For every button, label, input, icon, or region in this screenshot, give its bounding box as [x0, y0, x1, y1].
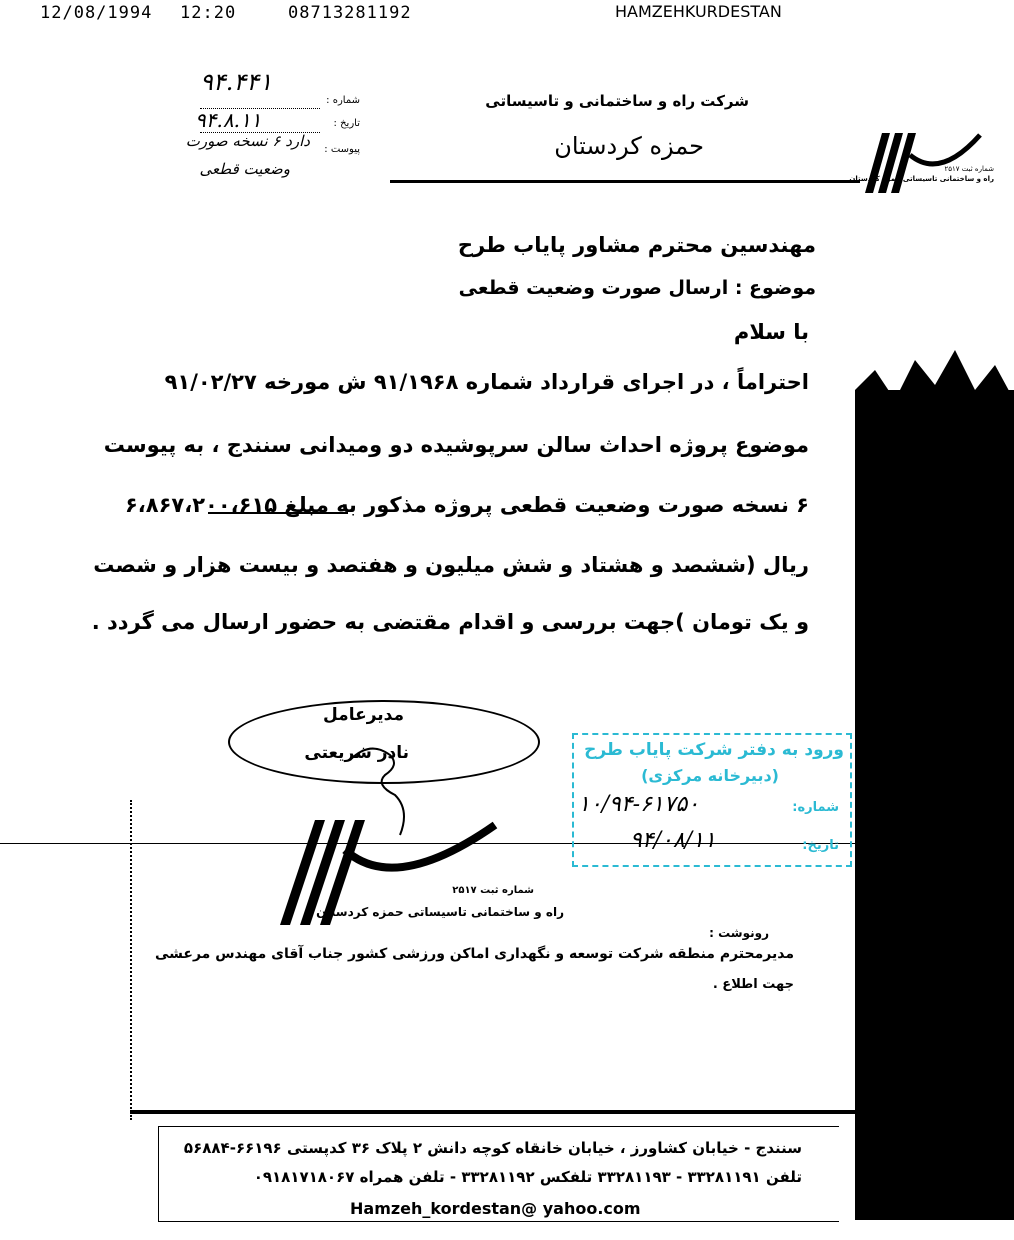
- fax-dark-margin: [855, 390, 1014, 1220]
- fax-sender: HAMZEHKURDESTAN: [615, 2, 782, 21]
- fax-date: 12/08/1994: [40, 3, 153, 23]
- body-line-5: و یک تومان )جهت بررسی و اقدام مقتضی به حضور ارسال می گردد .: [91, 610, 809, 634]
- stamp-line-1: ورود به دفتر شرکت پایاب طرح: [584, 740, 844, 760]
- signature-title: مدیرعامل: [323, 705, 404, 725]
- company-logo: [860, 125, 990, 195]
- logo-caption-bottom-1: شماره ثبت ۲۵۱۷: [452, 885, 534, 896]
- body-line-4: ریال (ششصد و هشتاد و شش میلیون و هفتصد و بیست هزار و شصت: [93, 553, 809, 577]
- left-margin-line: [130, 800, 132, 1120]
- recipient: مهندسین محترم مشاور پایاب طرح: [457, 233, 816, 257]
- stamp-number-label: شماره:: [792, 800, 839, 815]
- stamp-date-value: ۹۴/۰۸/۱۱: [630, 828, 716, 853]
- footer-rule: [130, 1110, 855, 1114]
- reference-date-label: تاریخ :: [333, 118, 360, 129]
- footer-phones: تلفن ۳۳۲۸۱۱۹۱ - ۳۳۲۸۱۱۹۳ تلفکس ۳۳۲۸۱۱۹۲ - تلفن همراه ۰۹۱۸۱۷۱۸۰۶۷: [253, 1168, 802, 1186]
- logo-caption-top-2: راه و ساختمانی تاسیساتی حمزه کردستان: [849, 175, 994, 183]
- signature-name: نادر شریعتی: [304, 743, 409, 763]
- reference-attachment-2: وضعیت قطعی: [199, 160, 290, 178]
- stamp-date-label: تاریخ:: [802, 838, 839, 853]
- cc-label: رونوشت :: [709, 926, 769, 940]
- greeting: با سلام: [733, 320, 809, 344]
- header-rule: [390, 180, 860, 183]
- body-line-3: ۶ نسخه صورت وضعیت قطعی پروژه مذکور به مبلغ ۶،۸۶۷،۲۰۰،۶۱۵: [124, 493, 809, 517]
- footer-address: سنندج - خیابان کشاورز ، خیابان خانقاه کوچه دانش ۲ پلاک ۳۶ کدپستی ۶۶۱۹۶-۵۶۸۸۴: [183, 1139, 802, 1157]
- fax-rule: [0, 843, 1014, 844]
- fax-time: 12:20: [180, 3, 237, 23]
- reference-date: ۹۴.۸.۱۱: [195, 108, 262, 132]
- fax-number: 08713281192: [288, 3, 412, 23]
- reference-number: ۹۴.۴۴۱: [200, 68, 273, 96]
- footer-email[interactable]: Hamzeh_kordestan@ yahoo.com: [350, 1199, 641, 1218]
- stamp-number-value: ۱۰/۹۴-۶۱۷۵۰: [578, 792, 700, 817]
- company-type: شرکت راه و ساختمانی و تاسیساتی: [485, 92, 749, 110]
- reference-attachment-label: پیوست :: [324, 144, 360, 155]
- body-line-2: موضوع پروژه احداث سالن سرپوشیده دو ومیدانی سنندج ، به پیوست: [103, 433, 809, 457]
- stamp-line-2: (دبیرخانه مرکزی): [641, 766, 779, 785]
- logo-caption-bottom-2: راه و ساختمانی تاسیساتی حمزه کردستان: [316, 905, 564, 919]
- logo-caption-top-1: شماره ثبت ۲۵۱۷: [944, 165, 994, 173]
- cc-line-1: مدیرمحترم منطقه شرکت توسعه و نگهداری اماکن ورزشی کشور جناب آقای مهندس مرعشی: [155, 946, 794, 962]
- cc-line-2: جهت اطلاع .: [712, 977, 794, 992]
- subject: موضوع : ارسال صورت وضعیت قطعی: [458, 277, 816, 299]
- reference-block: [160, 68, 370, 198]
- body-line-1: احتراماً ، در اجرای قرارداد شماره ۹۱/۱۹۶۸ ش مورخه ۹۱/۰۲/۲۷: [164, 370, 809, 394]
- reference-attachment-1: دارد ۶ نسخه صورت: [185, 132, 310, 150]
- amount-underline: [208, 512, 348, 514]
- reference-number-label: شماره :: [326, 95, 360, 106]
- company-name: حمزه کردستان: [554, 132, 704, 160]
